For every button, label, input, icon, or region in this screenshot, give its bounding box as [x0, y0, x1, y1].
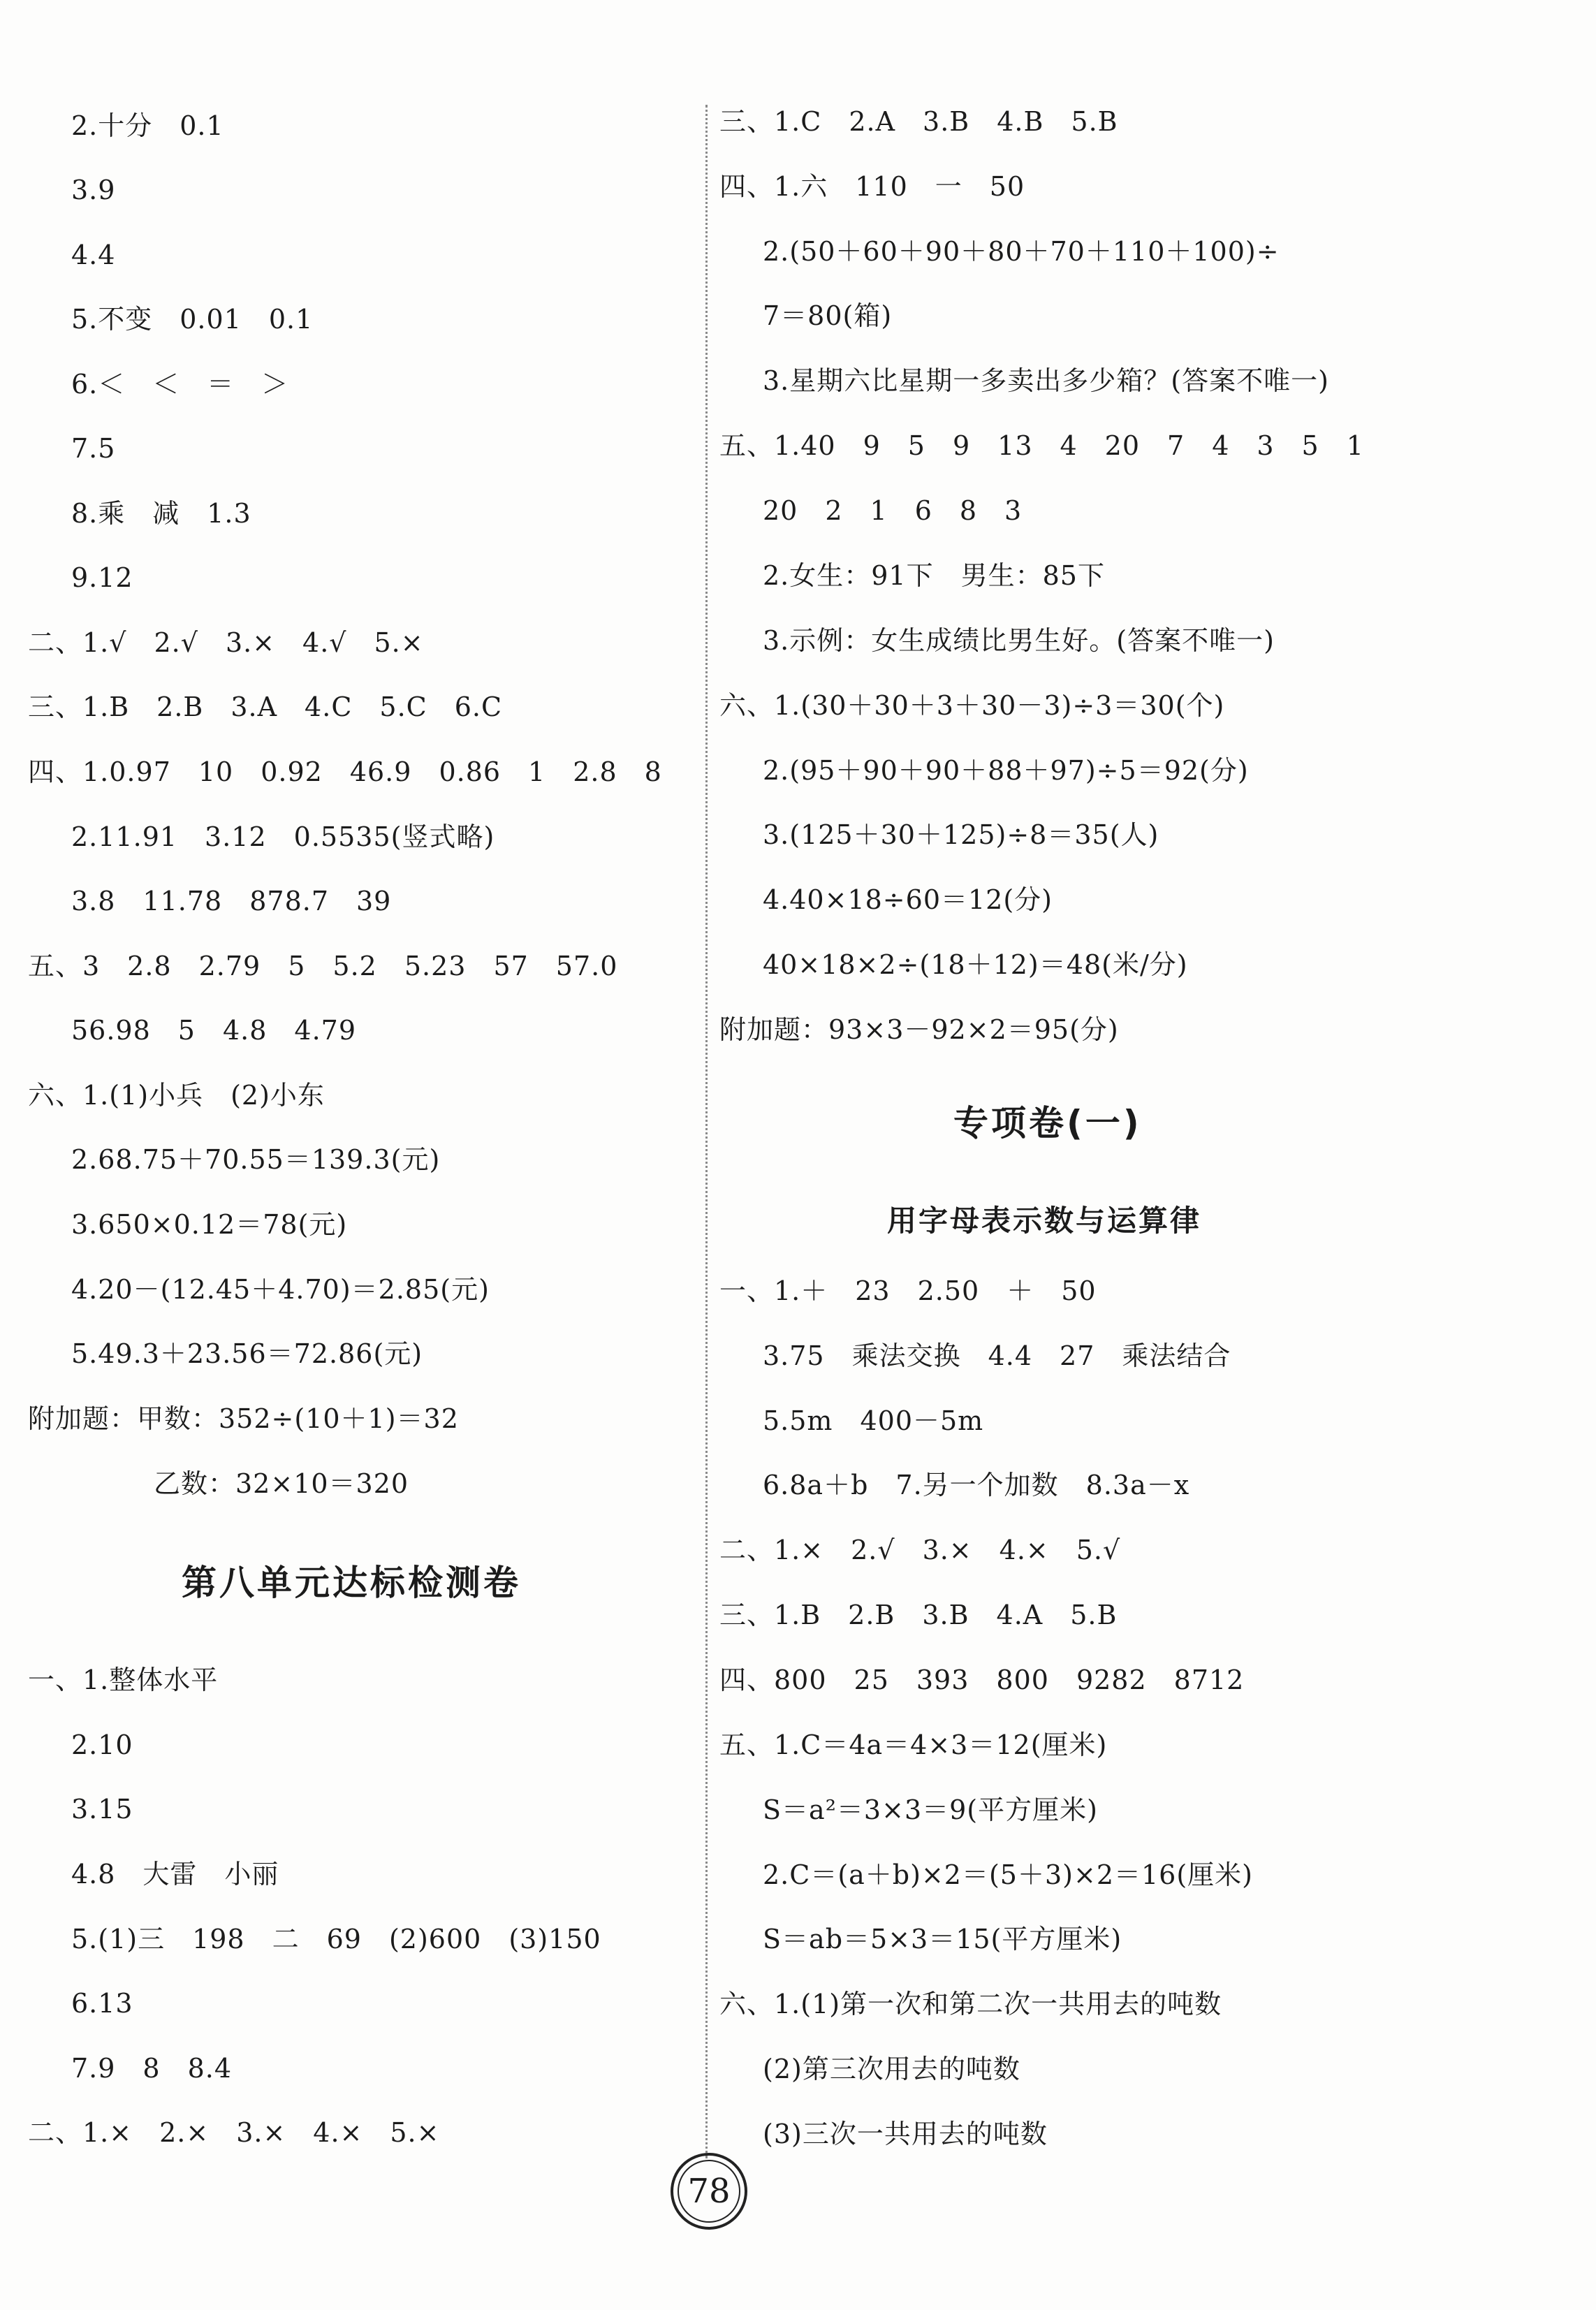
answer-line: 3.9 [71, 175, 116, 205]
answer-line: 3.650×0.12＝78(元) [71, 1209, 348, 1240]
answer-line: 6.8a＋b 7.另一个加数 8.3a－x [763, 1470, 1190, 1500]
answer-line: (2)第三次用去的吨数 [763, 2054, 1020, 2084]
answer-line: 3.(125＋30＋125)÷8＝35(人) [763, 819, 1159, 850]
answer-line: 9.12 [71, 562, 133, 593]
answer-line: 附加题：甲数：352÷(10＋1)＝32 [28, 1403, 459, 1434]
answer-line: 3.75 乘法交换 4.4 27 乘法结合 [763, 1340, 1231, 1371]
answer-line: 20 2 1 6 8 3 [763, 495, 1023, 526]
answer-line: 5.(1)三 198 二 69 (2)600 (3)150 [71, 1924, 601, 1954]
answer-line: 6.13 [71, 1988, 133, 2019]
answer-line: 2.68.75＋70.55＝139.3(元) [71, 1144, 441, 1175]
section-heading-special: 专项卷(一) [953, 1103, 1142, 1143]
answer-line: 4.40×18÷60＝12(分) [763, 884, 1053, 915]
answer-line: 7.5 [71, 433, 116, 464]
answer-line: 3.星期六比星期一多卖出多少箱？(答案不唯一) [763, 365, 1329, 396]
answer-line: 8.乘 减 1.3 [71, 498, 251, 529]
answer-line: 3.示例：女生成绩比男生好。(答案不唯一) [763, 625, 1275, 656]
answer-line: 4.4 [71, 240, 116, 270]
answer-line: 40×18×2÷(18＋12)＝48(米/分) [763, 949, 1188, 980]
answer-line: 2.11.91 3.12 0.5535(竖式略) [71, 821, 495, 852]
answer-line: 一、1.＋ 23 2.50 ＋ 50 [719, 1275, 1097, 1306]
answer-line: 一、1.整体水平 [28, 1665, 219, 1695]
answer-line: 3.15 [71, 1794, 133, 1825]
answer-line: 56.98 5 4.8 4.79 [71, 1015, 357, 1046]
answer-line: 乙数：32×10＝320 [154, 1468, 409, 1499]
answer-line: 五、3 2.8 2.79 5 5.2 5.23 57 57.0 [28, 951, 618, 981]
column-divider [705, 105, 708, 2158]
answer-line: 附加题：93×3－92×2＝95(分) [719, 1014, 1119, 1045]
answer-line: 二、1.× 2.√ 3.× 4.× 5.√ [719, 1535, 1121, 1565]
answer-line: 4.8 大雷 小丽 [71, 1859, 279, 1889]
answer-line: (3)三次一共用去的吨数 [763, 2119, 1048, 2149]
section-heading-unit8: 第八单元达标检测卷 [182, 1563, 521, 1603]
answer-line: 4.20－(12.45＋4.70)＝2.85(元) [71, 1274, 490, 1305]
answer-line: 三、1.B 2.B 3.B 4.A 5.B [719, 1600, 1118, 1630]
answer-line: 2.(50＋60＋90＋80＋70＋110＋100)÷ [763, 236, 1280, 267]
answer-line: S＝a²＝3×3＝9(平方厘米) [763, 1794, 1098, 1825]
answer-line: 六、1.(1)小兵 (2)小东 [28, 1080, 325, 1111]
answer-line: 二、1.√ 2.√ 3.× 4.√ 5.× [28, 627, 424, 658]
answer-line: 2.女生：91下 男生：85下 [763, 560, 1105, 591]
answer-line: 3.8 11.78 878.7 39 [71, 886, 392, 916]
answer-line: 2.C＝(a＋b)×2＝(5＋3)×2＝16(厘米) [763, 1859, 1254, 1890]
answer-line: 五、1.C＝4a＝4×3＝12(厘米) [719, 1730, 1108, 1760]
page-number: 78 [671, 2153, 747, 2230]
section-subheading: 用字母表示数与运算律 [887, 1204, 1202, 1238]
answer-line: 四、1.0.97 10 0.92 46.9 0.86 1 2.8 8 [28, 756, 662, 787]
answer-line: 三、1.C 2.A 3.B 4.B 5.B [719, 106, 1118, 137]
answer-line: 四、1.六 110 一 50 [719, 171, 1025, 202]
answer-line: 六、1.(1)第一次和第二次一共用去的吨数 [719, 1989, 1222, 2019]
answer-line: 7＝80(箱) [763, 300, 893, 331]
answer-line: 5.5m 400－5m [763, 1405, 984, 1436]
answer-line: 六、1.(30＋30＋3＋30－3)÷3＝30(个) [719, 690, 1225, 721]
answer-line: 6.＜ ＜ ＝ ＞ [71, 369, 289, 400]
answer-line: 2.十分 0.1 [71, 110, 224, 141]
answer-line: 四、800 25 393 800 9282 8712 [719, 1665, 1245, 1695]
answer-line: 三、1.B 2.B 3.A 4.C 5.C 6.C [28, 692, 503, 722]
answer-line: 2.(95＋90＋90＋88＋97)÷5＝92(分) [763, 755, 1249, 786]
answer-line: 2.10 [71, 1730, 133, 1760]
answer-line: 5.49.3＋23.56＝72.86(元) [71, 1338, 423, 1369]
answer-line: 7.9 8 8.4 [71, 2053, 233, 2084]
answer-line: S＝ab＝5×3＝15(平方厘米) [763, 1924, 1122, 1954]
answer-line: 5.不变 0.01 0.1 [71, 304, 314, 335]
answer-line: 五、1.40 9 5 9 13 4 20 7 4 3 5 1 [719, 430, 1364, 461]
answer-line: 二、1.× 2.× 3.× 4.× 5.× [28, 2117, 440, 2148]
